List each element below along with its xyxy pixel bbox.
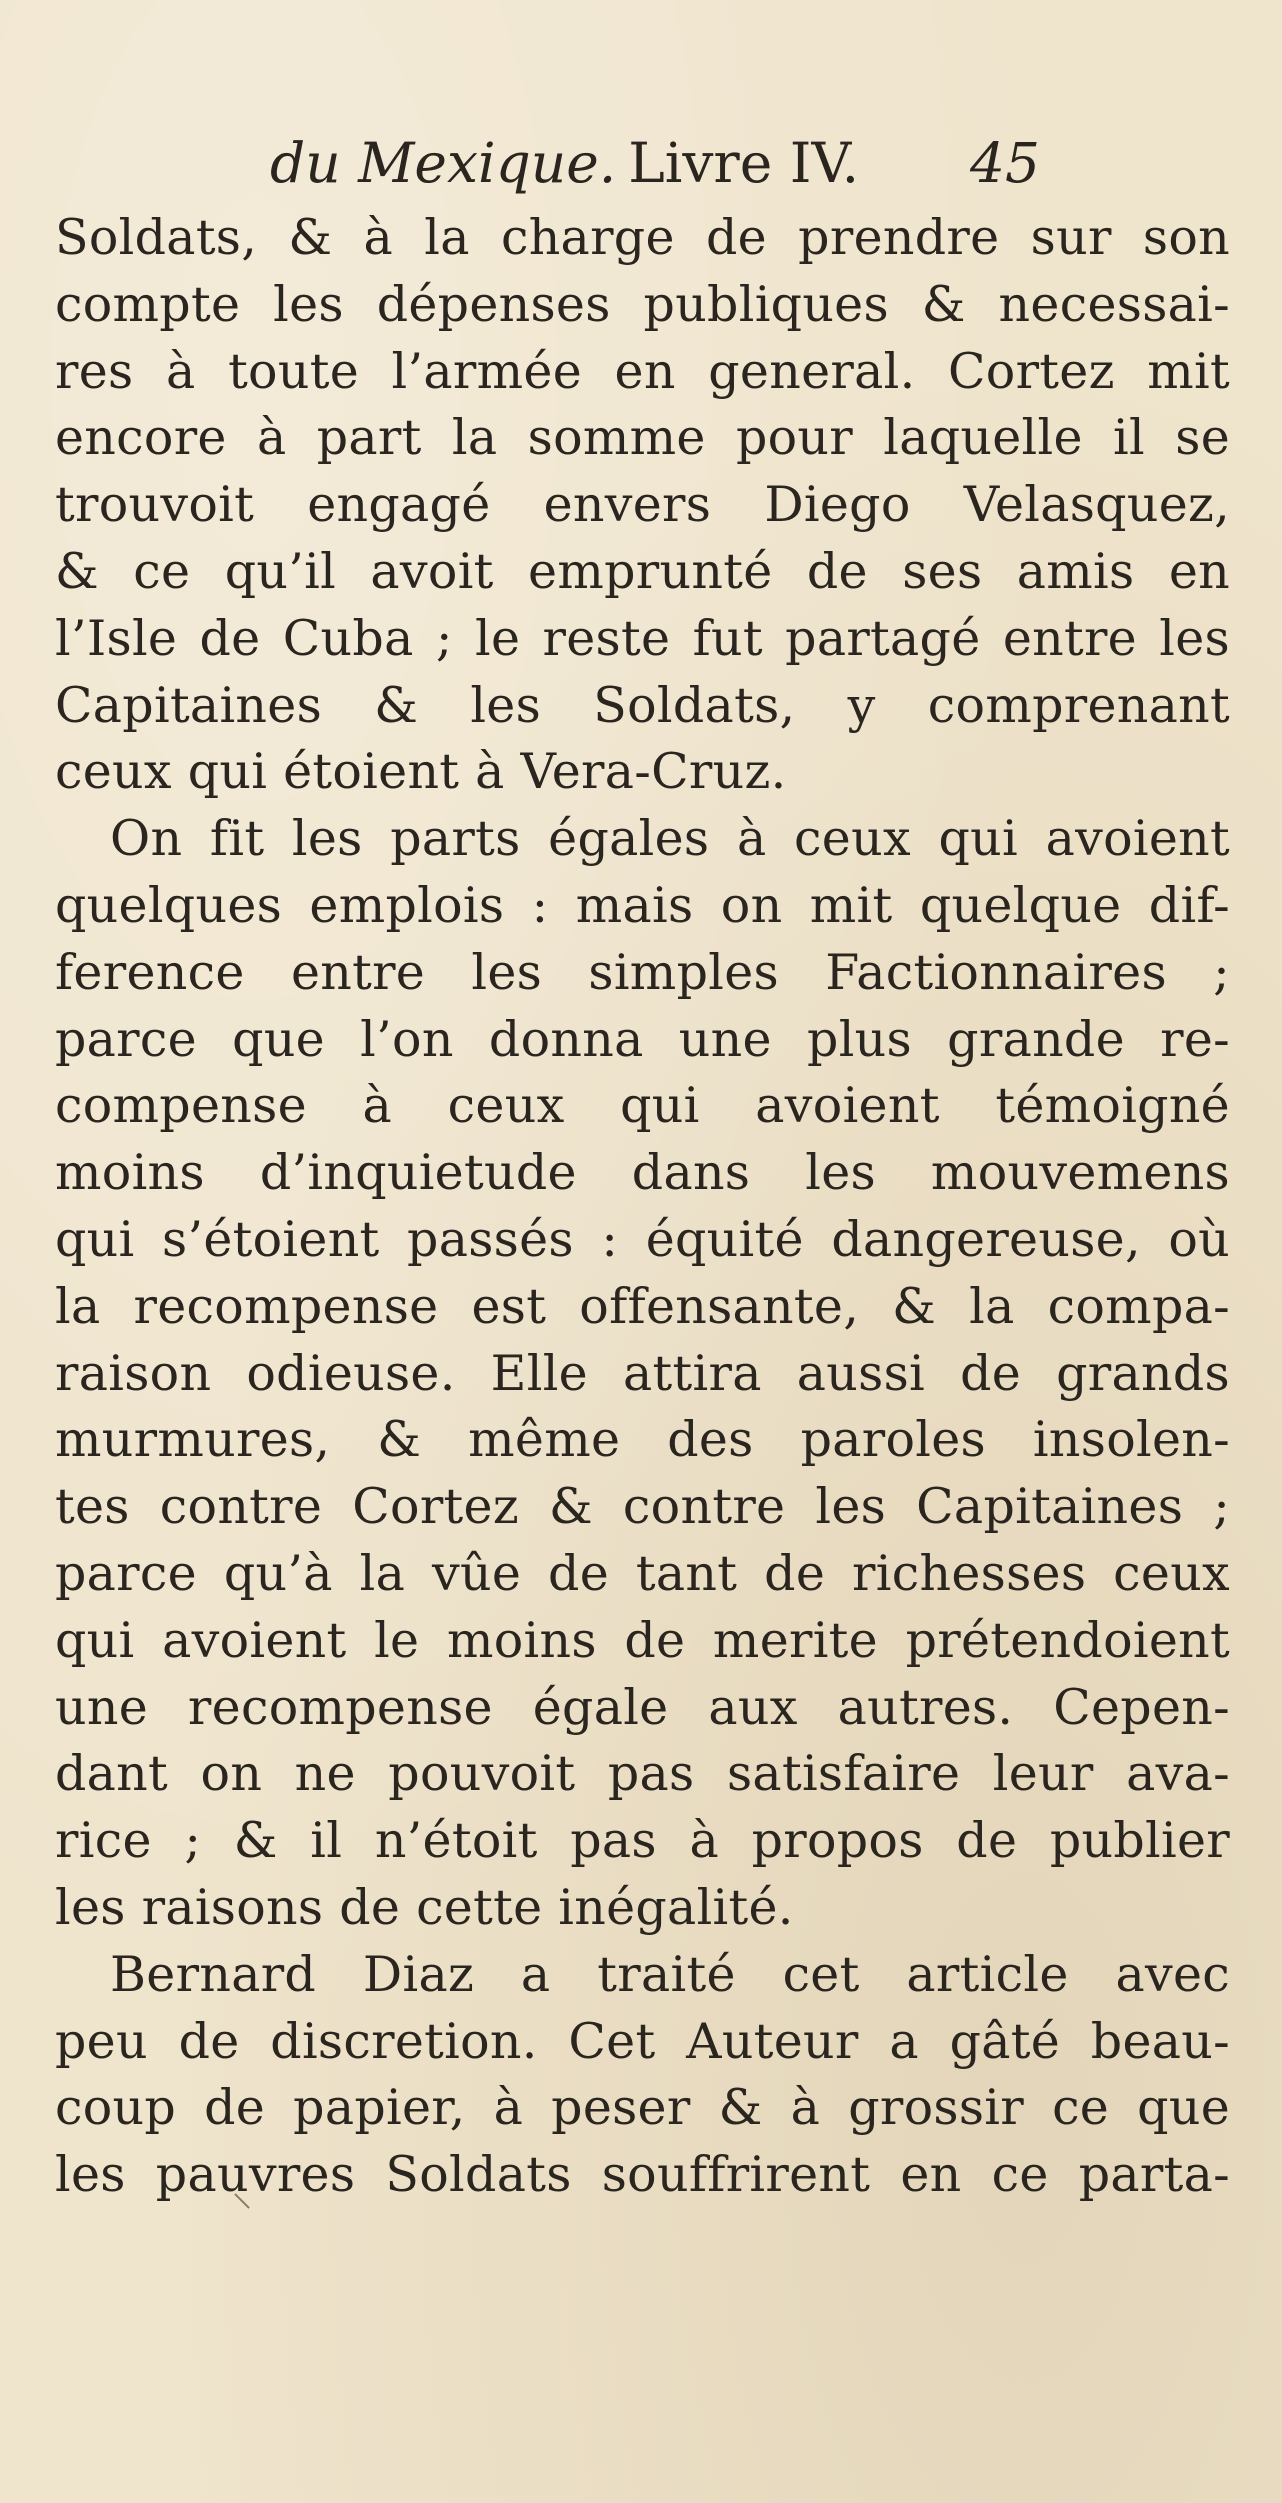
text-line: la recompense est offensante, & la compa-: [55, 1277, 1230, 1335]
text-line: l’Isle de Cuba ; le reste fut partagé entre les: [55, 609, 1230, 667]
text-line: qui avoient le moins de merite prétendoient: [55, 1611, 1230, 1669]
text-line: Bernard Diaz a traité cet article avec: [110, 1945, 1230, 2003]
text-line: moins d’inquietude dans les mouvemens: [55, 1144, 1230, 1202]
text-line: une recompense égale aux autres. Cepen-: [55, 1678, 1230, 1736]
page-number: 45: [970, 131, 1040, 195]
text-line: compense à ceux qui avoient témoigné: [55, 1077, 1230, 1135]
text-line: rice ; & il n’étoit pas à propos de publier: [55, 1812, 1230, 1870]
text-line: les raisons de cette inégalité.: [55, 1878, 794, 1936]
text-line: les pauvres Soldats souffrirent en ce parta-: [55, 2146, 1230, 2204]
running-header: [270, 128, 1170, 198]
text-line: tes contre Cortez & contre les Capitaines ;: [55, 1478, 1230, 1536]
text-line: res à toute l’armée en general. Cortez mit: [55, 342, 1230, 400]
text-line: compte les dépenses publiques & necessai-: [55, 275, 1230, 333]
text-line: parce que l’on donna une plus grande re-: [55, 1010, 1230, 1068]
text-line: On fit les parts égales à ceux qui avoient: [110, 810, 1230, 868]
text-line: murmures, & même des paroles insolen-: [55, 1411, 1230, 1469]
text-line: encore à part la somme pour laquelle il se: [55, 409, 1230, 467]
text-line: peu de discretion. Cet Auteur a gâté beau-: [55, 2012, 1230, 2070]
running-title: du Mexique.: [270, 131, 617, 195]
book-label: Livre IV.: [628, 131, 860, 195]
text-line: & ce qu’il avoit emprunté de ses amis en: [55, 542, 1230, 600]
text-line: trouvoit engagé envers Diego Velasquez,: [55, 476, 1230, 534]
text-line: ference entre les simples Factionnaires ;: [55, 943, 1230, 1001]
text-line: ceux qui étoient à Vera-Cruz.: [55, 743, 787, 801]
text-line: Soldats, & à la charge de prendre sur son: [55, 209, 1230, 266]
text-line: raison odieuse. Elle attira aussi de grands: [55, 1344, 1230, 1402]
text-line: dant on ne pouvoit pas satisfaire leur ava-: [55, 1745, 1230, 1803]
text-line: quelques emplois : mais on mit quelque dif-: [55, 876, 1230, 934]
text-line: coup de papier, à peser & à grossir ce que: [55, 2079, 1230, 2137]
body-text: [55, 205, 1230, 2209]
text-line: qui s’étoient passés : équité dangereuse, où: [55, 1210, 1230, 1268]
text-line: Capitaines & les Soldats, y comprenant: [55, 676, 1230, 734]
text-line: parce qu’à la vûe de tant de richesses ceux: [55, 1544, 1230, 1602]
